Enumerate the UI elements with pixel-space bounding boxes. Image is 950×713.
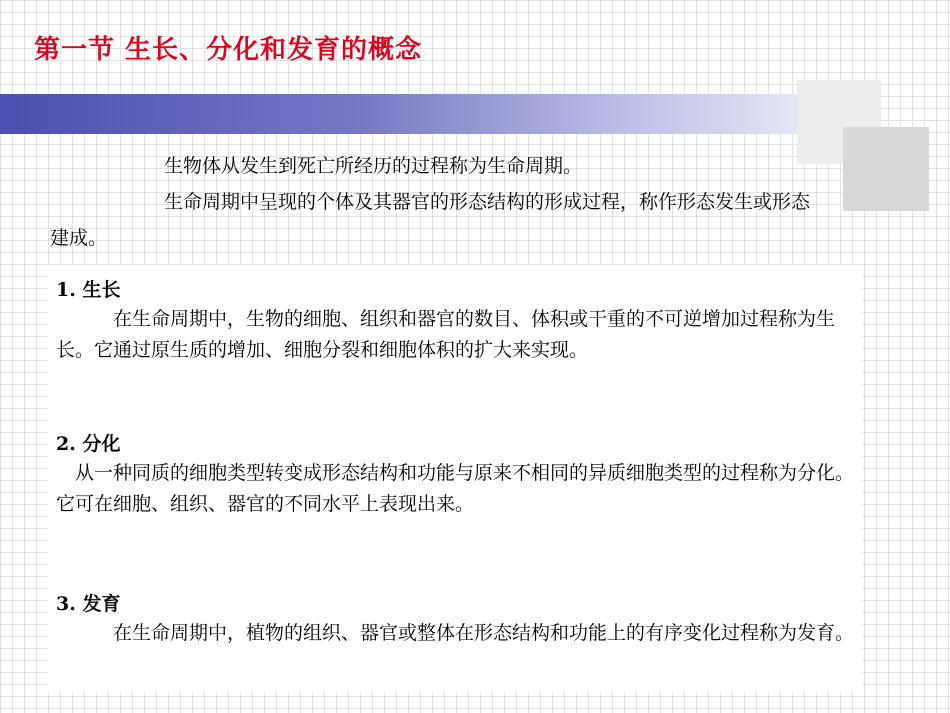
title-gradient-bar	[0, 94, 798, 134]
slide-title: 第一节 生长、分化和发育的概念	[34, 35, 423, 65]
section-heading-differentiation: 2. 分化	[56, 433, 121, 455]
section-growth	[56, 276, 856, 366]
definitions-panel	[48, 265, 862, 693]
section-body-growth: 在生命周期中，生物的细胞、组织和器官的数目、体积或干重的不可逆增加过程称为生长。它通过原生质的增加、细胞分裂和细胞体积的扩大来实现。	[56, 308, 836, 361]
section-body-development: 在生命周期中，植物的组织、器官或整体在形态结构和功能上的有序变化过程称为发育。	[113, 622, 855, 644]
decorative-square-dark	[843, 127, 929, 211]
intro-paragraph-morphogenesis: 生命周期中呈现的个体及其器官的形态结构的形成过程，称作形态发生或形态建成。	[50, 191, 811, 249]
intro-paragraph-life-cycle: 生物体从发生到死亡所经历的过程称为生命周期。	[164, 155, 583, 177]
section-differentiation	[56, 430, 856, 520]
section-body-differentiation: 从一种同质的细胞类型转变成形态结构和功能与原来不相同的异质细胞类型的过程称为分化。它可在细胞、组织、器官的不同水平上表现出来。	[56, 462, 855, 515]
section-heading-development: 3. 发育	[56, 593, 121, 615]
intro-text	[50, 148, 820, 256]
section-development	[56, 590, 856, 649]
section-heading-growth: 1. 生长	[56, 279, 121, 301]
